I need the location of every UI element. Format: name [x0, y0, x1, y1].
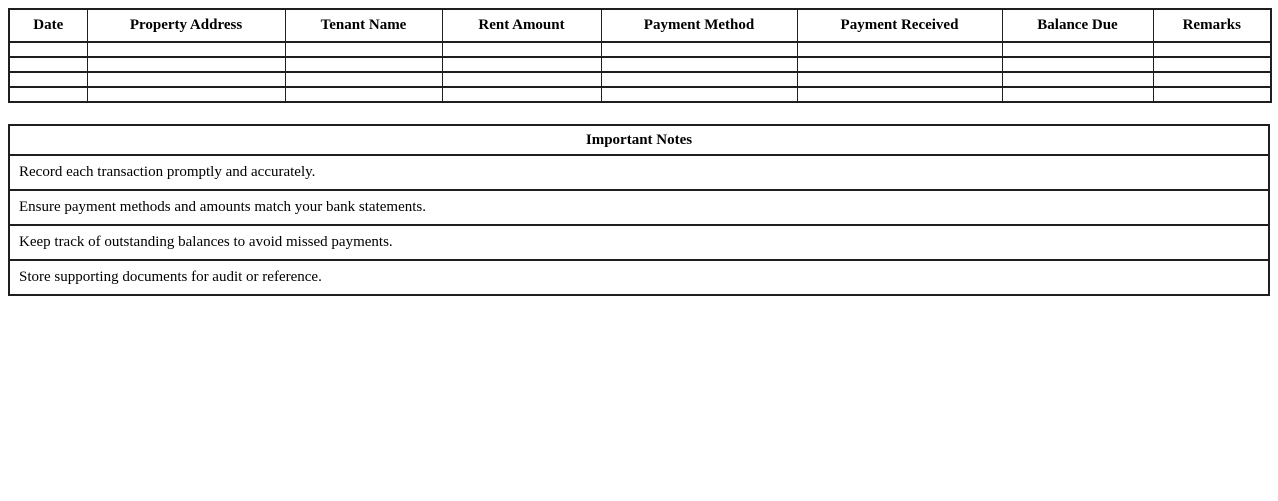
important-notes-table	[8, 124, 1270, 296]
ledger-cell-empty[interactable]	[797, 87, 1002, 102]
column-header-property-address: Property Address	[87, 9, 285, 42]
ledger-cell-empty[interactable]	[87, 87, 285, 102]
column-header-balance-due: Balance Due	[1002, 9, 1153, 42]
ledger-cell-empty[interactable]	[1002, 72, 1153, 87]
ledger-row	[9, 72, 1271, 87]
ledger-cell-empty[interactable]	[285, 42, 442, 57]
important-notes-title: Important Notes	[9, 125, 1269, 155]
ledger-cell-empty[interactable]	[9, 42, 87, 57]
ledger-cell-empty[interactable]	[9, 57, 87, 72]
ledger-cell-empty[interactable]	[285, 57, 442, 72]
ledger-cell-empty[interactable]	[9, 87, 87, 102]
ledger-cell-empty[interactable]	[601, 57, 797, 72]
note-row	[9, 190, 1269, 225]
ledger-cell-empty[interactable]	[1153, 57, 1271, 72]
ledger-cell-empty[interactable]	[442, 57, 601, 72]
note-item: Store supporting documents for audit or reference.	[9, 260, 1269, 295]
note-row	[9, 225, 1269, 260]
rent-ledger-table	[8, 8, 1272, 103]
ledger-cell-empty[interactable]	[9, 72, 87, 87]
ledger-cell-empty[interactable]	[797, 72, 1002, 87]
note-item: Keep track of outstanding balances to avoid missed payments.	[9, 225, 1269, 260]
ledger-header-row	[9, 9, 1271, 42]
ledger-row	[9, 42, 1271, 57]
ledger-row	[9, 57, 1271, 72]
ledger-cell-empty[interactable]	[1002, 42, 1153, 57]
note-item: Ensure payment methods and amounts match your bank statements.	[9, 190, 1269, 225]
ledger-cell-empty[interactable]	[797, 57, 1002, 72]
ledger-cell-empty[interactable]	[1153, 72, 1271, 87]
ledger-row	[9, 87, 1271, 102]
ledger-cell-empty[interactable]	[1002, 57, 1153, 72]
ledger-cell-empty[interactable]	[87, 57, 285, 72]
column-header-payment-method: Payment Method	[601, 9, 797, 42]
ledger-cell-empty[interactable]	[285, 72, 442, 87]
ledger-cell-empty[interactable]	[1153, 42, 1271, 57]
ledger-cell-empty[interactable]	[601, 72, 797, 87]
note-item: Record each transaction promptly and accurately.	[9, 155, 1269, 190]
column-header-remarks: Remarks	[1153, 9, 1271, 42]
ledger-cell-empty[interactable]	[87, 42, 285, 57]
ledger-cell-empty[interactable]	[442, 87, 601, 102]
ledger-cell-empty[interactable]	[601, 87, 797, 102]
ledger-cell-empty[interactable]	[442, 72, 601, 87]
column-header-rent-amount: Rent Amount	[442, 9, 601, 42]
note-row	[9, 155, 1269, 190]
column-header-tenant-name: Tenant Name	[285, 9, 442, 42]
ledger-cell-empty[interactable]	[1002, 87, 1153, 102]
ledger-cell-empty[interactable]	[601, 42, 797, 57]
ledger-cell-empty[interactable]	[442, 42, 601, 57]
column-header-payment-received: Payment Received	[797, 9, 1002, 42]
ledger-cell-empty[interactable]	[87, 72, 285, 87]
ledger-cell-empty[interactable]	[797, 42, 1002, 57]
rent-ledger-document	[8, 8, 1270, 296]
note-row	[9, 260, 1269, 295]
ledger-cell-empty[interactable]	[1153, 87, 1271, 102]
column-header-date: Date	[9, 9, 87, 42]
ledger-cell-empty[interactable]	[285, 87, 442, 102]
